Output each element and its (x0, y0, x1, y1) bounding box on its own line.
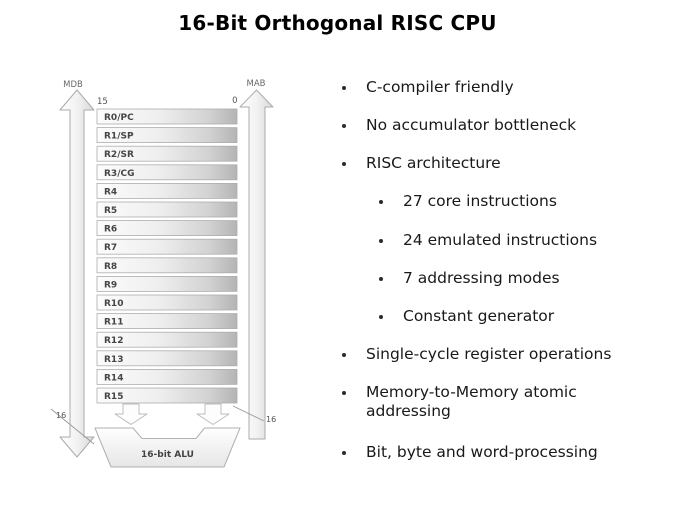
alu-input-arrow-right (197, 404, 229, 425)
list-item-label: RISC architecture (366, 154, 501, 172)
register-label: R10 (104, 299, 124, 309)
list-item-label: Constant generator (403, 307, 555, 325)
mab-bus-label: MAB (246, 79, 266, 89)
register-label: R7 (104, 243, 118, 254)
bullet-icon (379, 315, 383, 319)
bullet-icon (379, 277, 383, 281)
register-label: R13 (104, 354, 124, 365)
bullet-icon (342, 86, 346, 90)
register-label: R12 (104, 336, 124, 347)
page-title: 16-Bit Orthogonal RISC CPU (178, 11, 497, 35)
alu-input-arrow-left (115, 404, 147, 425)
register-label: R6 (104, 224, 118, 235)
register-row-box (97, 239, 237, 254)
register-label: R5 (104, 206, 118, 216)
list-item (340, 116, 576, 135)
list-item-label: 7 addressing modes (403, 269, 560, 287)
register-row-box (97, 276, 237, 291)
list-item (340, 154, 501, 173)
mdb-bus-arrow (60, 90, 94, 457)
register-label: R8 (104, 261, 118, 272)
list-subitem (377, 192, 557, 211)
register-label: R3/CG (104, 168, 135, 179)
register-label: R2/SR (104, 150, 134, 161)
bullet-icon (342, 124, 346, 128)
bullet-icon (342, 391, 346, 395)
register-label: R9 (104, 280, 118, 291)
register-label: R15 (104, 392, 124, 402)
list-item-label: Memory-to-Memory atomic addressing (366, 383, 577, 420)
bit-0-label: 0 (232, 96, 238, 106)
register-label: R14 (104, 373, 124, 384)
alu-label: 16-bit ALU (141, 450, 194, 460)
register-label: R11 (104, 317, 124, 328)
list-item-label: C-compiler friendly (366, 78, 514, 96)
register-label: R0/PC (104, 113, 134, 123)
bit-15-label: 15 (97, 97, 108, 107)
register-label: R1/SP (104, 131, 134, 142)
list-item (340, 78, 514, 97)
bullet-icon (342, 162, 346, 166)
list-item-label: No accumulator bottleneck (366, 116, 577, 134)
mab-bus-arrow (240, 90, 273, 439)
register-row-box (97, 258, 237, 273)
list-item-label: 24 emulated instructions (403, 231, 598, 249)
alu-shape (95, 428, 240, 467)
list-subitem (377, 269, 560, 288)
mdb-bus-label: MDB (63, 80, 83, 90)
register-row-box (97, 202, 237, 217)
list-item (340, 345, 611, 364)
list-item-label: Bit, byte and word-processing (366, 443, 598, 461)
register-row-box (97, 183, 237, 198)
list-item-label: Single-cycle register operations (366, 345, 612, 363)
mab-bus-width-label: 16 (266, 415, 277, 424)
feature-list (340, 0, 672, 506)
list-subitem (377, 231, 597, 250)
list-item (340, 443, 598, 462)
list-item (340, 383, 606, 420)
register-row-box (97, 221, 237, 236)
bullet-icon (379, 239, 383, 243)
register-label: R4 (104, 187, 118, 198)
mdb-bus-width-label: 16 (56, 411, 67, 420)
bullet-icon (342, 353, 346, 357)
list-subitem (377, 307, 554, 326)
list-item-label: 27 core instructions (403, 192, 557, 210)
bullet-icon (342, 451, 346, 455)
bullet-icon (379, 200, 383, 204)
